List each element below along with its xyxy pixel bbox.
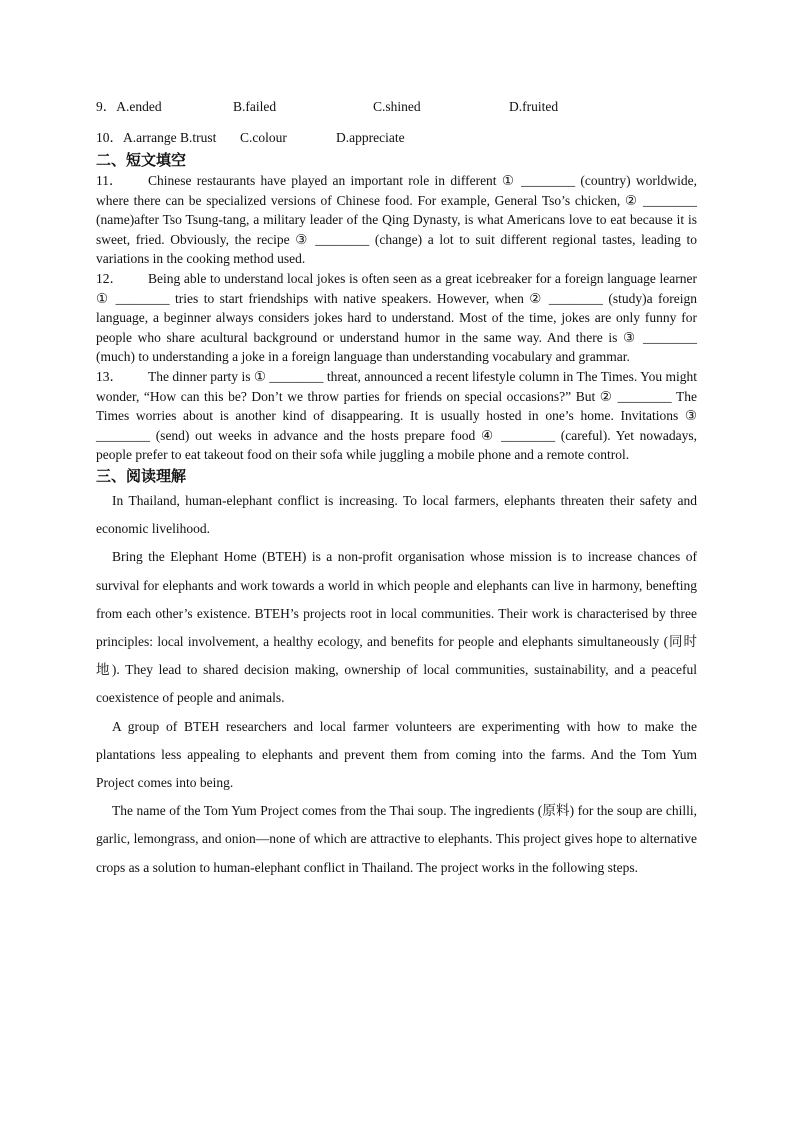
q11-text: Chinese restaurants have played an important role in different ① ________ (country) worldwide, where there can be specialized versions of Chinese food. For example, General Tso’s chicken, ② ________ (name)after Tso Tsung-tang, a military leader of the Qing Dynasty, is what Americans love to eat because it is sweet, fried. Obviously, the recipe ③ ________ (change) a lot to suit different regional tastes, leading to variations in the cooking method used. — [96, 173, 697, 267]
question-13 — [96, 367, 697, 465]
question-11 — [96, 171, 697, 269]
reading-paragraph-4: The name of the Tom Yum Project comes from the Thai soup. The ingredients (原料) for the soup are chilli, garlic, lemongrass, and onion—none of which are attractive to elephants. This project gives hope to alternative crops as a solution to human-elephant conflict in Thailand. The project works in the following steps. — [96, 803, 697, 875]
section-2-heading: 二、短文填空 — [96, 151, 187, 169]
section-3-heading: 三、阅读理解 — [96, 466, 187, 485]
q10-option-c: C.colour — [240, 130, 287, 145]
q11-number: 11． — [96, 173, 123, 188]
reading-paragraph-2: Bring the Elephant Home (BTEH) is a non-profit organisation whose mission is to increase chances of survival for elephants and work towards a world in which people and elephants can live in harmony, benefting from each other’s existence. BTEH’s projects root in local communities. Their work is characterised by three principles: local involvement, a healthy ecology, and benefits for people and elephants simultaneously (同时地). They lead to shared decision making, ownership of local communities, sustainability, and a peaceful coexistence of people and animals. — [96, 549, 697, 706]
q12-text: Being able to understand local jokes is often seen as a great icebreaker for a foreign language learner ① ________ tries to start friendships with native speakers. However, when ② ________ (study)a foreign language, a beginner always considers jokes hard to understand. Most of the time, jokes are only funny for people who share acultural background or understand humor in the same way. And there is ③ ________ (much) to understanding a joke in a foreign language than understanding vocabulary and grammar. — [96, 270, 697, 365]
q13-number: 13． — [96, 368, 123, 384]
q10-option-ab: 10．A.arrange B.trust — [96, 130, 217, 145]
q9-option-a: 9．A.ended — [96, 99, 162, 114]
worksheet-page — [96, 96, 697, 882]
question-9-options — [96, 96, 697, 118]
q9-option-d: D.fruited — [509, 99, 559, 114]
question-10-options — [96, 127, 697, 149]
question-12 — [96, 269, 697, 367]
q12-number: 12． — [96, 270, 123, 286]
reading-paragraph-1: In Thailand, human-elephant conflict is increasing. To local farmers, elephants threaten their safety and economic livelihood. — [96, 492, 697, 537]
q9-option-b: B.failed — [233, 99, 277, 114]
q10-option-d: D.appreciate — [336, 130, 405, 145]
q13-text: The dinner party is ① ________ threat, announced a recent lifestyle column in The Times. You might wonder, “How can this be? Don’t we throw parties for friends on special occasions?” But ② ________ The Times worries about is another kind of disappearing. It is usually hosted in one’s home. Invitations ③ ________ (send) out weeks in advance and the hosts prepare food ④ ________ (careful). Yet nowadays, people prefer to eat takeout food on their sofa while juggling a mobile phone and a remote control. — [96, 368, 697, 463]
q10-number: 10． — [96, 130, 123, 145]
q9-option-c: C.shined — [373, 99, 421, 114]
q9-number: 9． — [96, 99, 117, 114]
reading-paragraph-3: A group of BTEH researchers and local farmer volunteers are experimenting with how to make the plantations less appealing to elephants and prevent them from coming into the farms. And the Tom Yum Project comes into being. — [96, 718, 697, 790]
